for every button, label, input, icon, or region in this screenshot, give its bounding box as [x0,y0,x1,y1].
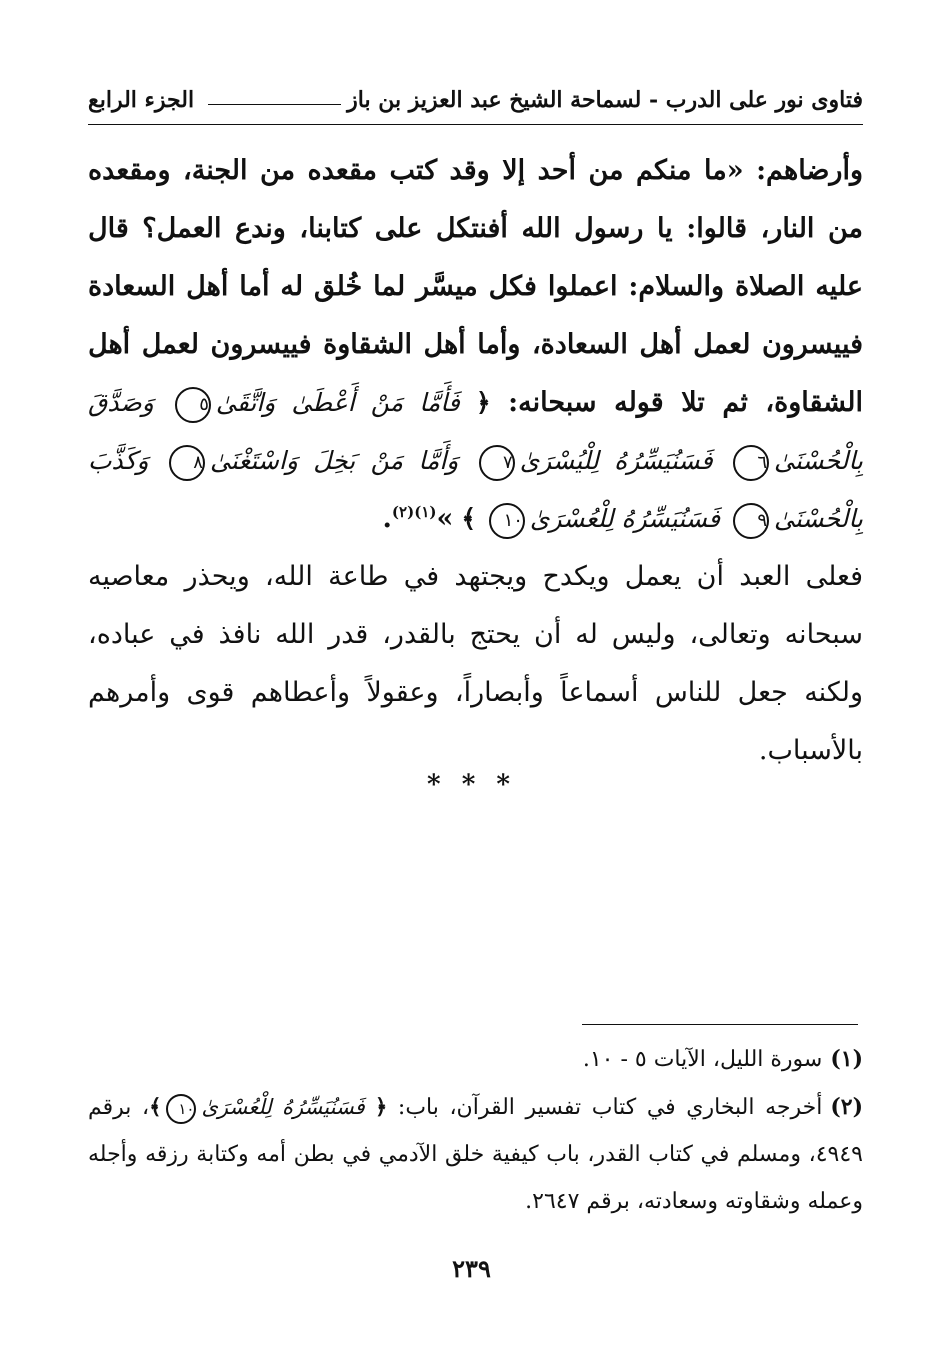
header-rule [208,104,341,105]
section-separator: * * * [427,770,516,800]
fn-ayah-marker-10: ١٠ [166,1094,196,1124]
header-divider [88,124,863,125]
volume-label: الجزء الرابع [88,87,195,113]
ayah-marker-5: ٥ [175,387,211,423]
verse-9: وَكَذَّبَ بِالْحُسْنَىٰ [88,446,863,533]
footnote-1-text: سورة الليل، الآيات ٥ - ١٠. [582,1047,823,1072]
footnote-2-quran [149,1095,387,1119]
verse-5: فَأَمَّا مَنْ أَعْطَىٰ وَاتَّقَىٰ [215,388,460,417]
hadith-close-quote: » [436,503,454,534]
page-number: ٢٣٩ [452,1254,491,1283]
verse-7: فَسَنُيَسِّرُهُ لِلْيُسْرَىٰ [519,446,713,475]
paragraph-end: . [382,503,392,534]
footnotes [88,1036,863,1225]
footnote-rule [582,1024,858,1025]
fn-quran-bracket-open: ﴿ [375,1094,388,1119]
hadith-paragraph [88,142,863,548]
ayah-marker-7: ٧ [479,445,515,481]
ayah-marker-8: ٨ [169,445,205,481]
footnote-ref-2[interactable]: (٢) [391,503,415,521]
footnote-ref-1[interactable]: (١) [414,503,437,521]
ayah-marker-9: ٩ [733,503,769,539]
verse-8: وَأَمَّا مَنْ بَخِلَ وَاسْتَغْنَىٰ [209,446,459,475]
verse-6: وَصَدَّقَ بِالْحُسْنَىٰ [88,388,863,475]
ayah-marker-6: ٦ [733,445,769,481]
quran-bracket-open: ﴿ [475,388,491,417]
verse-10: فَسَنُيَسِّرُهُ لِلْعُسْرَىٰ [529,504,721,533]
footnote-2-rest: ، برقم ٤٩٤٩، ومسلم في كتاب القدر، باب كيفية خلق الآدمي في بطن أمه وكتابة رزقه وأجله وعمله وشقاوته وسعادته، برقم ٢٦٤٧. [88,1095,863,1214]
fn-quran-bracket-close: ﴾ [149,1094,162,1119]
fn-verse-10: فَسَنُيَسِّرُهُ لِلْعُسْرَىٰ [201,1095,365,1119]
running-header [88,80,863,120]
footnote-1 [88,1036,863,1083]
hadith-text: وأرضاهم: «ما منكم من أحد إلا وقد كتب مقعده من الجنة، ومقعده من النار، قالوا: يا رسول الله أفنتكل على كتابنا، وندع العمل؟ قال عليه الصلاة والسلام: اعملوا فكل ميسَّر لما خُلق له أما أهل السعادة فييسرون لعمل أهل السعادة، وأما أهل الشقاوة فييسرون لعمل أهل الشقاوة، ثم تلا قوله سبحانه: [88,155,864,418]
footnote-1-number: (١) [830,1046,863,1072]
footnote-2 [88,1083,863,1225]
book-title: فتاوى نور على الدرب - لسماحة الشيخ عبد العزيز بن باز [347,87,863,113]
ayah-marker-10: ١٠ [489,503,525,539]
quran-bracket-close: ﴾ [461,504,476,533]
body-paragraph: فعلى العبد أن يعمل ويكدح ويجتهد في طاعة الله، ويحذر معاصيه سبحانه وتعالى، وليس له أن يحتج بالقدر، قدر الله نافذ في عباده، ولكنه جعل للناس أسماعاً وأبصاراً، وعقولاً وأعطاهم قوى وأمرهم بالأسباب. [88,561,863,766]
footnote-2-number: (٢) [830,1094,864,1120]
footnote-2-lead: أخرجه البخاري في كتاب تفسير القرآن، باب: [397,1095,823,1120]
